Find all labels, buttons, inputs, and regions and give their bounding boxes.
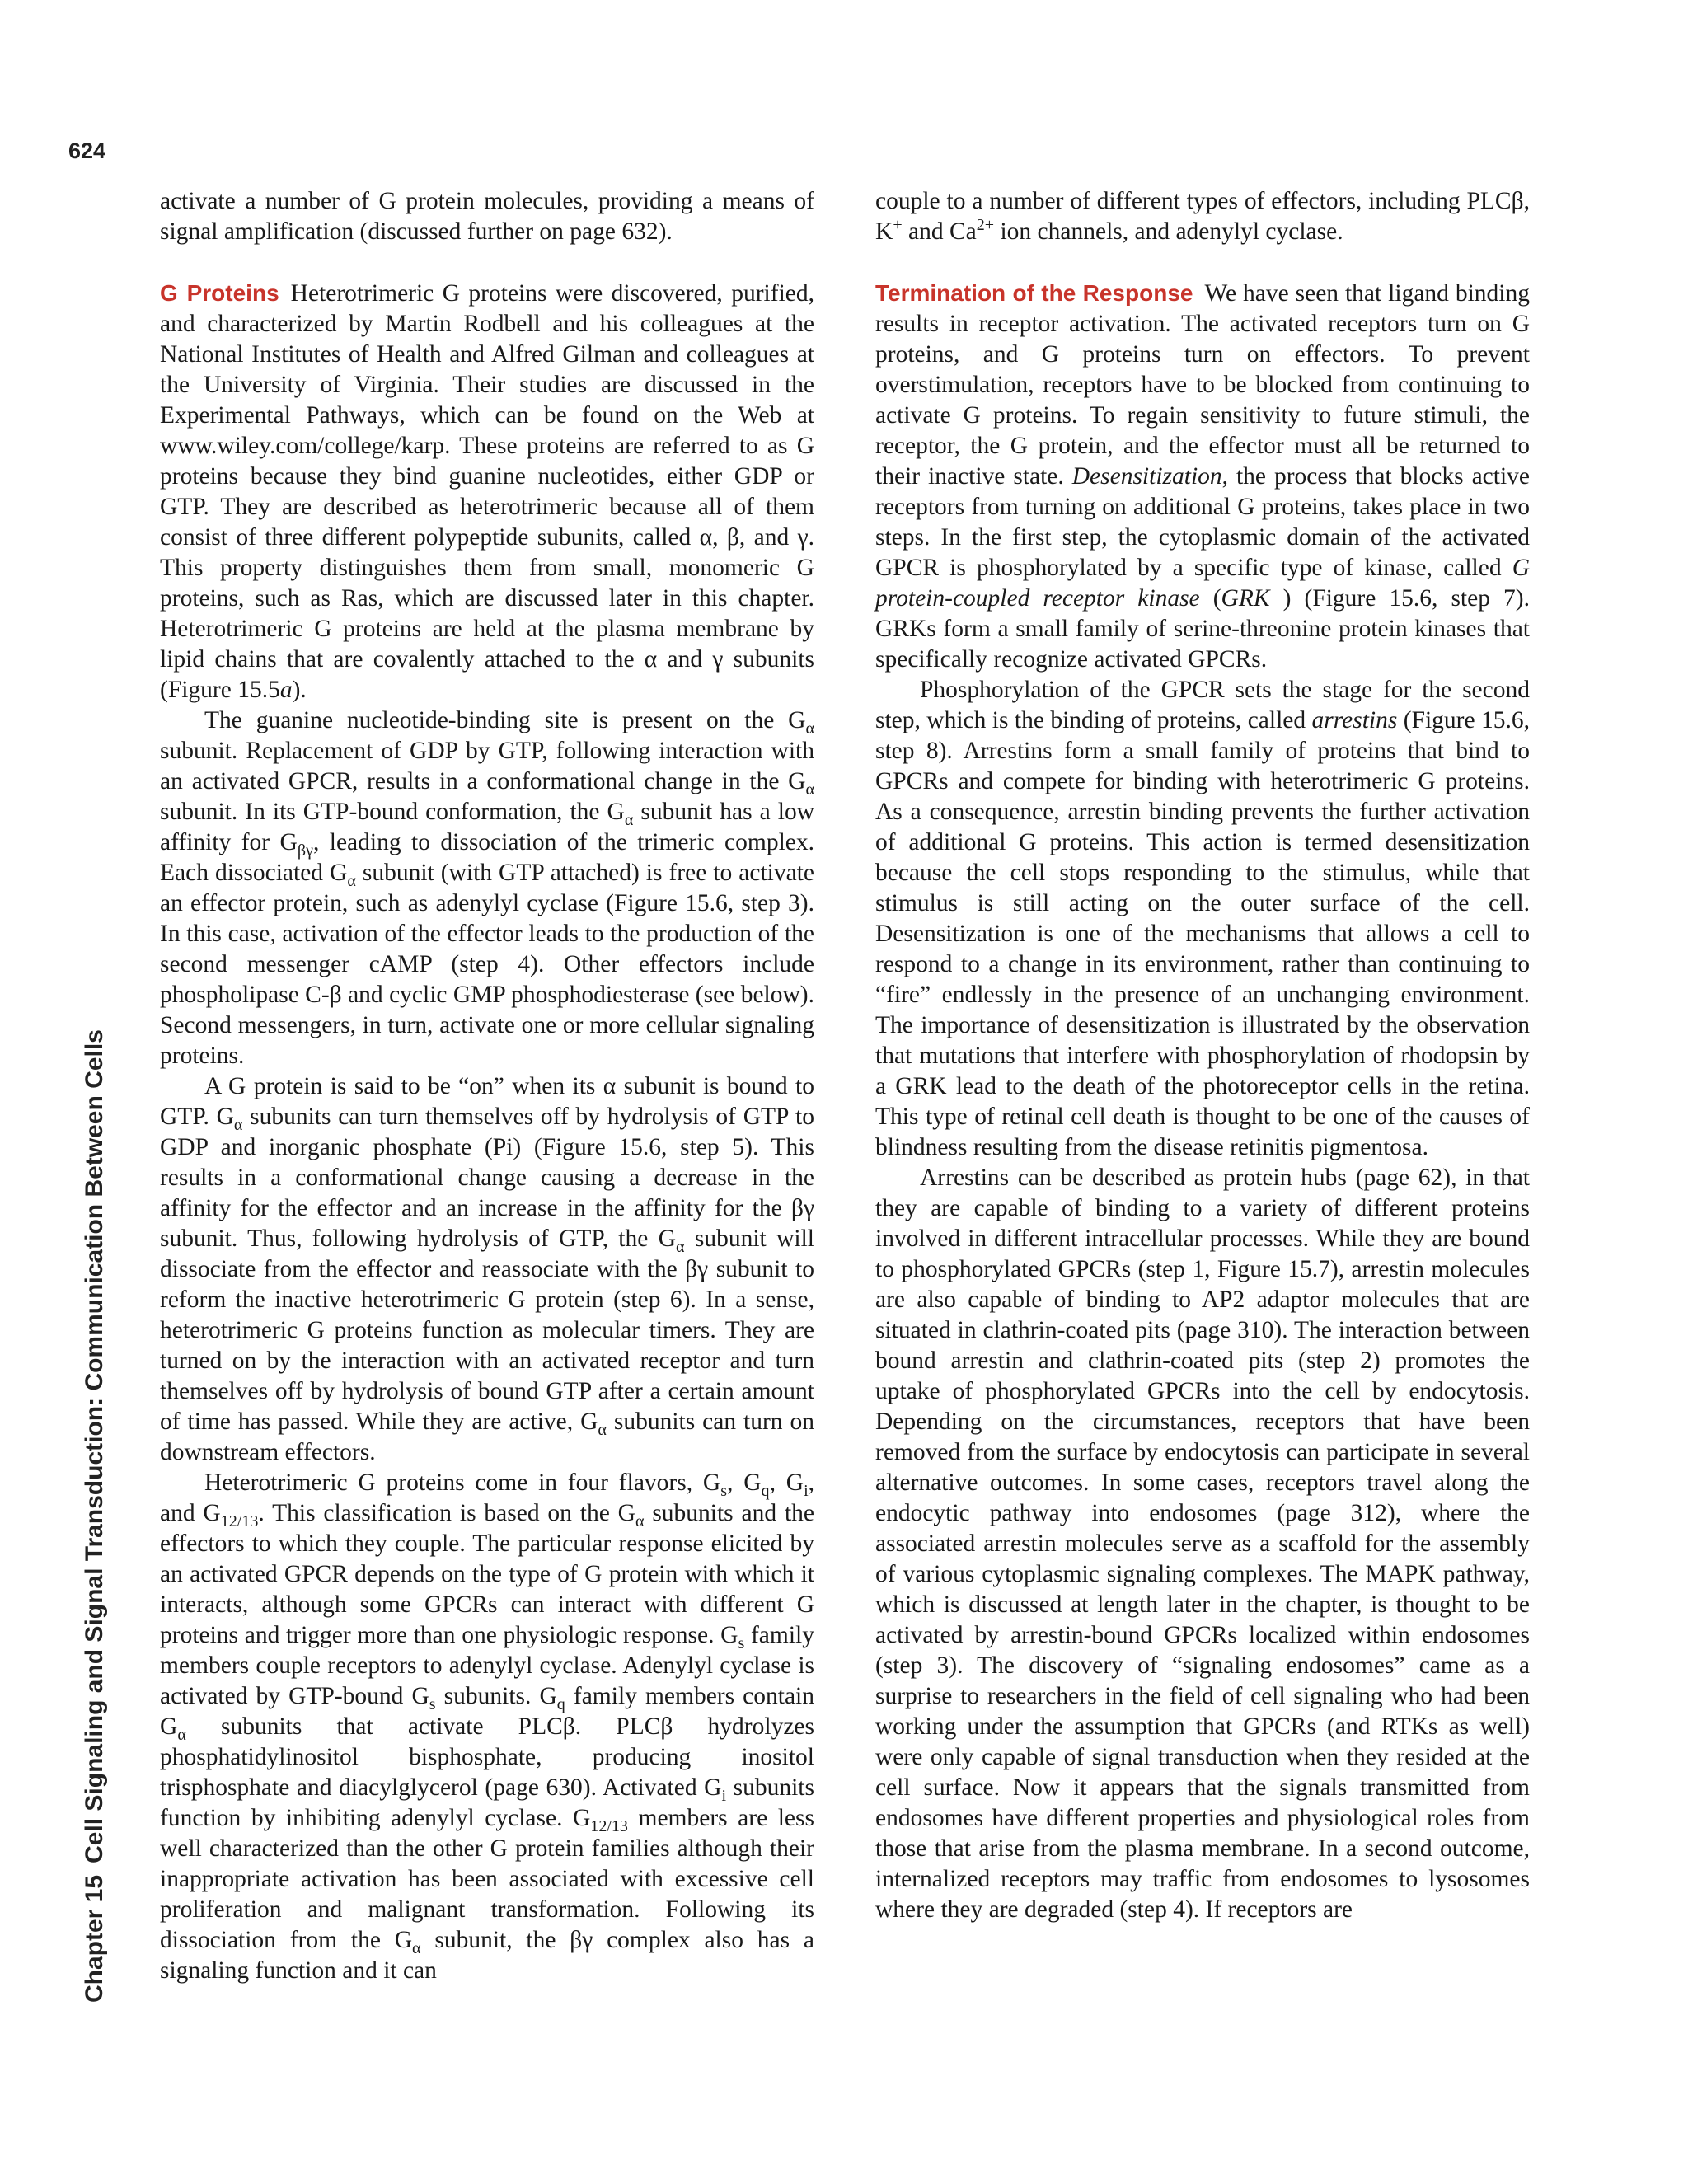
paragraph: Arrestins can be described as protein hubs (page 62), in that they are capable of binding to a variety of different proteins involved in different intracellular processes. While they are bound to phosphorylated GPCRs (step 1, Figure 15.7), arrestin molecules are also capable of binding to AP2 adaptor molecules that are situated in clathrin-coated pits (page 310). The interaction between bound arrestin and clathrin-coated pits (step 2) promotes the uptake of phosphorylated GPCRs into the cell by endocytosis. Depending on the circumstances, receptors that have been removed from the surface by endocytosis can participate in several alternative outcomes. In some cases, receptors travel along the endocytic pathway into endosomes (page 312), where the associated arrestin molecules serve as a scaffold for the assembly of various cytoplasmic signaling complexes. The MAPK pathway, which is discussed at length later in the chapter, is thought to be activated by arrestin-bound GPCRs localized within endosomes (step 3). The discovery of “signaling endosomes” came as a surprise to researchers in the field of cell signaling who had been working under the assumption that GPCRs (and RTKs as well) were only capable of signal transduction when they resided at the cell surface. Now it appears that the signals transmitted from endosomes have different properties and physiological roles from those that arise from the plasma membrane. In a second outcome, internalized receptors may traffic from endosomes to lysosomes where they are degraded (step 4). If receptors are bbox=[875, 1165, 1530, 1923]
paragraph: couple to a number of different types of effectors, including PLCβ, K+ and $Ca^{2+}$ ion channels, and adenylyl cyclase. bbox=[875, 188, 1530, 245]
key-term: GRK bbox=[1221, 585, 1270, 612]
paragraph: A G protein is said to be “on” when its α subunit is bound to GTP. $G_\alpha$ subunits can turn themselves off by hydrolysis of GTP to GDP and inorganic phosphate (Pi) (Figure 15.6, step 5). This results in a conformational change causing a decrease in the affinity for the effector and an increase in the affinity for the βγ subunit. Thus, following hydrolysis of GTP, the $G_\alpha$ subunit will dissociate from the effector and reassociate with the βγ subunit to reform the inactive heterotrimeric G protein (step 6). In a sense, heterotrimeric G proteins function as molecular timers. They are turned on by the interaction with an activated receptor and turn themselves off by hydrolysis of bound GTP after a certain amount of time has passed. While they are active, $G_\alpha$ subunits can turn on downstream effectors. bbox=[160, 1073, 814, 1465]
key-term: arrestins bbox=[1311, 707, 1398, 733]
paragraph: The guanine nucleotide-binding site is present on the $G_\alpha$ subunit. Replacement of GDP by GTP, following interaction with an activated GPCR, results in a conformational change in the $G_\alpha$ subunit. In its GTP-bound conformation, the $G_\alpha$ subunit has a low affinity for $G_{\beta\gamma}$, leading to dissociation of the trimeric complex. Each dissociated $G_\alpha$ subunit (with GTP attached) is free to activate an effector protein, such as adenylyl cyclase (Figure 15.6, step 3). In this case, activation of the effector leads to the production of the second messenger cAMP (step 4). Other effectors include phospholipase C-β and cyclic GMP phosphodiesterase (see below). Second messengers, in turn, activate one or more cellular signaling proteins. bbox=[160, 707, 815, 1069]
key-term: G protein-coupled receptor kinase bbox=[875, 555, 1530, 612]
running-head bbox=[81, 1029, 109, 2003]
page-number: 624 bbox=[68, 138, 106, 163]
paragraph: Phosphorylation of the GPCR sets the stage for the second step, which is the binding of proteins, called arrestins (Figure 15.6, step 8). Arrestins form a small family of proteins that bind to GPCRs and compete for binding with heterotrimeric G proteins. As a consequence, arrestin binding prevents the further activation of additional G proteins. This action is termed desensitization because the cell stops responding to the stimulus, while that stimulus is still acting on the outer surface of the cell. Desensitization is one of the mechanisms that allows a cell to respond to a change in its environment, rather than continuing to “fire” endlessly in the presence of an unchanging environment. The importance of desensitization is illustrated by the observation that mutations that interfere with phosphorylation of rhodopsin by a GRK lead to the death of the photoreceptor cells in the retina. This type of retinal cell death is thought to be one of the causes of blindness resulting from the disease retinitis pigmentosa. bbox=[875, 677, 1531, 1160]
left-column bbox=[160, 186, 814, 1986]
paragraph: activate a number of G protein molecules, providing a means of signal amplification (discussed further on page 632). bbox=[160, 188, 814, 245]
paragraph: Termination of the Response We have seen that ligand binding results in receptor activation. The activated receptors turn on G proteins, and G proteins turn on effectors. To prevent overstimulation, receptors have to be blocked from continuing to activate G proteins. To regain sensitivity to future stimuli, the receptor, the G protein, and the effector must all be returned to their inactive state. Desensitization, the process that blocks active receptors from turning on additional G proteins, takes place in two steps. In the first step, the cytoplasmic domain of the activated GPCR is phosphorylated by a specific type of kinase, called G protein-coupled receptor kinase (GRK ) (Figure 15.6, step 7). GRKs form a small family of serine-threonine protein kinases that specifically recognize activated GPCRs. bbox=[875, 280, 1530, 673]
section-heading-termination: Termination of the Response bbox=[875, 280, 1193, 306]
key-term: Desensitization bbox=[1071, 463, 1222, 490]
chapter-title: Cell Signaling and Signal Transduction: Communication Between Cells bbox=[81, 1029, 108, 1863]
section-heading-g-proteins: G Proteins bbox=[160, 280, 279, 306]
paragraph: G Proteins Heterotrimeric G proteins were discovered, purified, and characterized by Martin Rodbell and his colleagues at the National Institutes of Health and Alfred Gilman and colleagues at the University of Virginia. Their studies are discussed in the Experimental Pathways, which can be found on the Web at www.wiley.com/college/karp. These proteins are referred to as G proteins because they bind guanine nucleotides, either GDP or GTP. They are described as heterotrimeric because all of them consist of three different polypeptide subunits, called α, β, and γ. This property distinguishes them from small, monomeric G proteins, such as Ras, which are discussed later in this chapter. Heterotrimeric G proteins are held at the plasma membrane by lipid chains that are covalently attached to the α and γ subunits (Figure 15.5a). bbox=[160, 280, 814, 703]
paragraph: Heterotrimeric G proteins come in four flavors, $G_s$, $G_q$, $G_i$, and $G_{12/13}$. This classification is based on the $G_\alpha$ subunits and the effectors to which they couple. The particular response elicited by an activated GPCR depends on the type of G protein with which it interacts, although some GPCRs can interact with different G proteins and trigger more than one physiologic response. $G_s$ family members couple receptors to adenylyl cyclase. Adenylyl cyclase is activated by GTP-bound $G_s$ subunits. $G_q$ family members contain $G_\alpha$ subunits that activate PLCβ. PLCβ hydrolyzes phosphatidylinositol bisphosphate, producing inositol trisphosphate and diacylglycerol (page 630). Activated $G_i$ subunits function by inhibiting adenylyl cyclase. $G_{12/13}$ members are less well characterized than the other G protein families although their inappropriate activation has been associated with excessive cell proliferation and malignant transformation. Following its dissociation from the $G_\alpha$ subunit, the βγ complex also has a signaling function and it can bbox=[160, 1469, 815, 1984]
right-column bbox=[875, 186, 1530, 1925]
chapter-label: Chapter 15 bbox=[81, 1874, 108, 2003]
